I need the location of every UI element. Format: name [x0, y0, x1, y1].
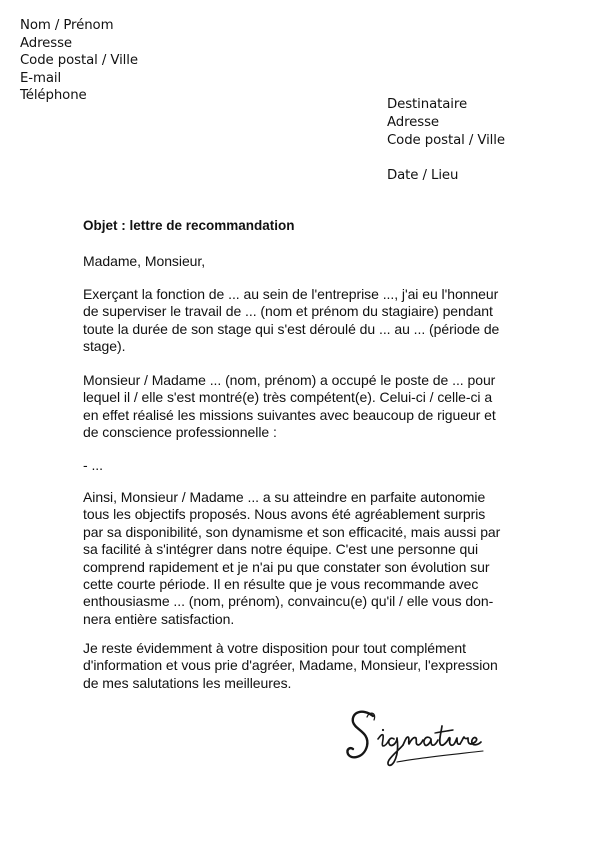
- salutation: [83, 253, 513, 270]
- paragraph-line: lequel il / elle s'est montré(e) très compétent(e). Celui-ci / celle-ci a: [83, 389, 493, 406]
- paragraph-line: stage).: [83, 338, 126, 355]
- paragraph-position: [83, 372, 513, 442]
- recipient-name: Destinataire: [387, 97, 468, 112]
- paragraph-line: toute la durée de son stage qui s'est déroulé du ... au ... (période de: [83, 320, 500, 337]
- paragraph-closing: [83, 640, 513, 692]
- paragraph-assessment: [83, 489, 513, 628]
- sender-address: Adresse: [20, 35, 72, 51]
- paragraph-line: d'information et vous prie d'agréer, Madame, Monsieur, l'expression: [83, 657, 498, 674]
- paragraph-line: nera entière satisfaction.: [83, 610, 235, 627]
- paragraph-line: Je reste évidemment à votre disposition pour tout complément: [83, 640, 466, 656]
- sender-postal-city: Code postal / Ville: [20, 53, 138, 69]
- paragraph-line: en effet réalisé les missions suivantes avec beaucoup de rigueur et: [83, 406, 496, 423]
- paragraph-line: sa facilité à s'intégrer dans notre équipe. C'est une personne qui: [83, 541, 479, 558]
- paragraph-line: de conscience professionnelle :: [83, 424, 277, 441]
- paragraph-line: comprend rapidement et je n'ai pu que constater son évolution sur: [83, 558, 490, 575]
- date-place: Date / Lieu: [387, 168, 459, 183]
- salutation-text: Madame, Monsieur,: [83, 253, 206, 269]
- letter-subject: Objet : lettre de recommandation: [83, 218, 295, 233]
- missions-list: [83, 457, 513, 474]
- paragraph-line: Ainsi, Monsieur / Madame ... a su atteindre en parfaite autonomie: [83, 489, 486, 505]
- handwritten-signature: [343, 700, 488, 775]
- sender-name: Nom / Prénom: [20, 18, 114, 33]
- paragraph-line: cette courte période. Il en résulte que je vous recommande avec: [83, 576, 479, 593]
- paragraph-line: de mes salutations les meilleures.: [83, 674, 292, 691]
- sender-email: E-mail: [20, 70, 62, 86]
- recipient-postal-city: Code postal / Ville: [387, 132, 505, 148]
- recipient-address: Adresse: [387, 114, 439, 130]
- paragraph-introduction: [83, 286, 513, 356]
- sender-phone: Téléphone: [20, 88, 87, 104]
- paragraph-line: Monsieur / Madame ... (nom, prénom) a occupé le poste de ... pour: [83, 372, 496, 388]
- missions-list-item: - ...: [83, 457, 103, 473]
- paragraph-line: par sa disponibilité, son dynamisme et son efficacité, mais aussi par: [83, 523, 501, 540]
- paragraph-line: de superviser le travail de ... (nom et prénom du stagiaire) pendant: [83, 303, 493, 320]
- paragraph-line: tous les objectifs proposés. Nous avons été agréablement surpris: [83, 506, 486, 523]
- paragraph-line: Exerçant la fonction de ... au sein de l'entreprise ..., j'ai eu l'honneur: [83, 286, 499, 302]
- sender-block: [20, 17, 138, 105]
- recipient-block: [387, 96, 505, 149]
- paragraph-line: enthousiasme ... (nom, prénom), convaincu(e) qu'il / elle vous don-: [83, 593, 494, 610]
